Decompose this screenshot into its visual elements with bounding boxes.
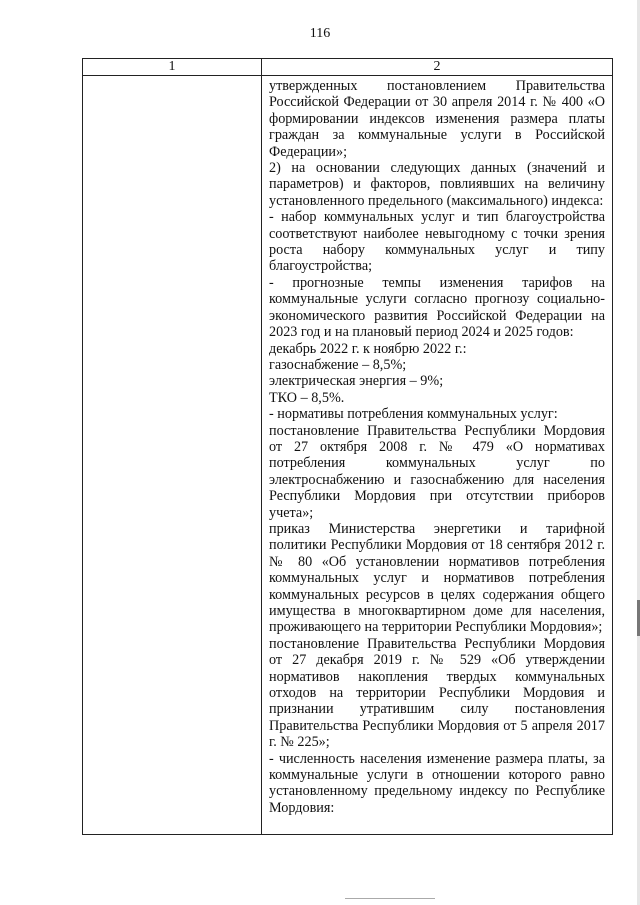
paragraph: постановление Правительства Республики Мордовия от 27 октября 2008 г. № 479 «О нормативах потребления коммунальных услуг по электроснабжению и газоснабжению для населения Республики Мордовия при отсутствии приборов учета»; bbox=[269, 422, 605, 521]
page-number: 116 bbox=[309, 26, 331, 41]
paragraph: ТКО – 8,5%. bbox=[269, 389, 345, 406]
paragraph: 2) на основании следующих данных (значений и параметров) и факторов, повлиявших на величину установленного предельного (максимального) индекса: bbox=[269, 160, 605, 209]
paragraph: - численность населения изменение размера платы, за коммунальные услуги в отношении которого равно установленному предельному индексу по Республике Мордовия: bbox=[269, 750, 605, 816]
column-header-1: 1 bbox=[83, 59, 262, 76]
paragraph: - набор коммунальных услуг и тип благоустройства соответствуют наиболее невыгодному с точки зрения роста набору коммунальных услуг и типу благоустройства; bbox=[269, 209, 605, 275]
paragraph: приказ Министерства энергетики и тарифной политики Республики Мордовия от 18 сентября 2012 г. № 80 «Об установлении нормативов потребления коммунальных услуг и нормативов потребления коммунальных ресурсов в целях содержания общего имущества в многоквартирном доме для населения, проживающего на территории Республики Мордовия»; bbox=[269, 520, 605, 636]
column-2-cell bbox=[262, 76, 613, 835]
table-header-row bbox=[83, 59, 613, 76]
column-2-text bbox=[262, 76, 612, 816]
bottom-rule bbox=[345, 898, 435, 899]
document-table bbox=[82, 58, 613, 835]
paragraph: - прогнозные темпы изменения тарифов на коммунальные услуги согласно прогнозу социально-экономического развития Российской Федерации на 2023 год и на плановый период 2024 и 2025 годов: bbox=[269, 274, 605, 341]
column-1-cell bbox=[83, 76, 262, 835]
paragraph: - нормативы потребления коммунальных услуг: bbox=[269, 406, 558, 423]
paragraph: газоснабжение – 8,5%; bbox=[269, 356, 407, 373]
column-header-2: 2 bbox=[262, 59, 613, 76]
paragraph: декабрь 2022 г. к ноябрю 2022 г.: bbox=[269, 340, 467, 357]
table-row bbox=[83, 76, 613, 835]
paragraph: электрическая энергия – 9%; bbox=[269, 373, 444, 390]
column-1-text bbox=[83, 76, 261, 78]
paragraph: утвержденных постановлением Правительства Российской Федерации от 30 апреля 2014 г. № 400 «О формировании индексов изменения размера платы граждан за коммунальные услуги в Российской Федерации»; bbox=[269, 78, 605, 160]
paragraph: постановление Правительства Республики Мордовия от 27 декабря 2019 г. № 529 «Об утверждении нормативов накопления твердых коммунальных отходов на территории Республики Мордовия и признании утратившим силу постановления Правительства Республики Мордовия от 5 апреля 2017 г. № 225»; bbox=[269, 635, 605, 751]
